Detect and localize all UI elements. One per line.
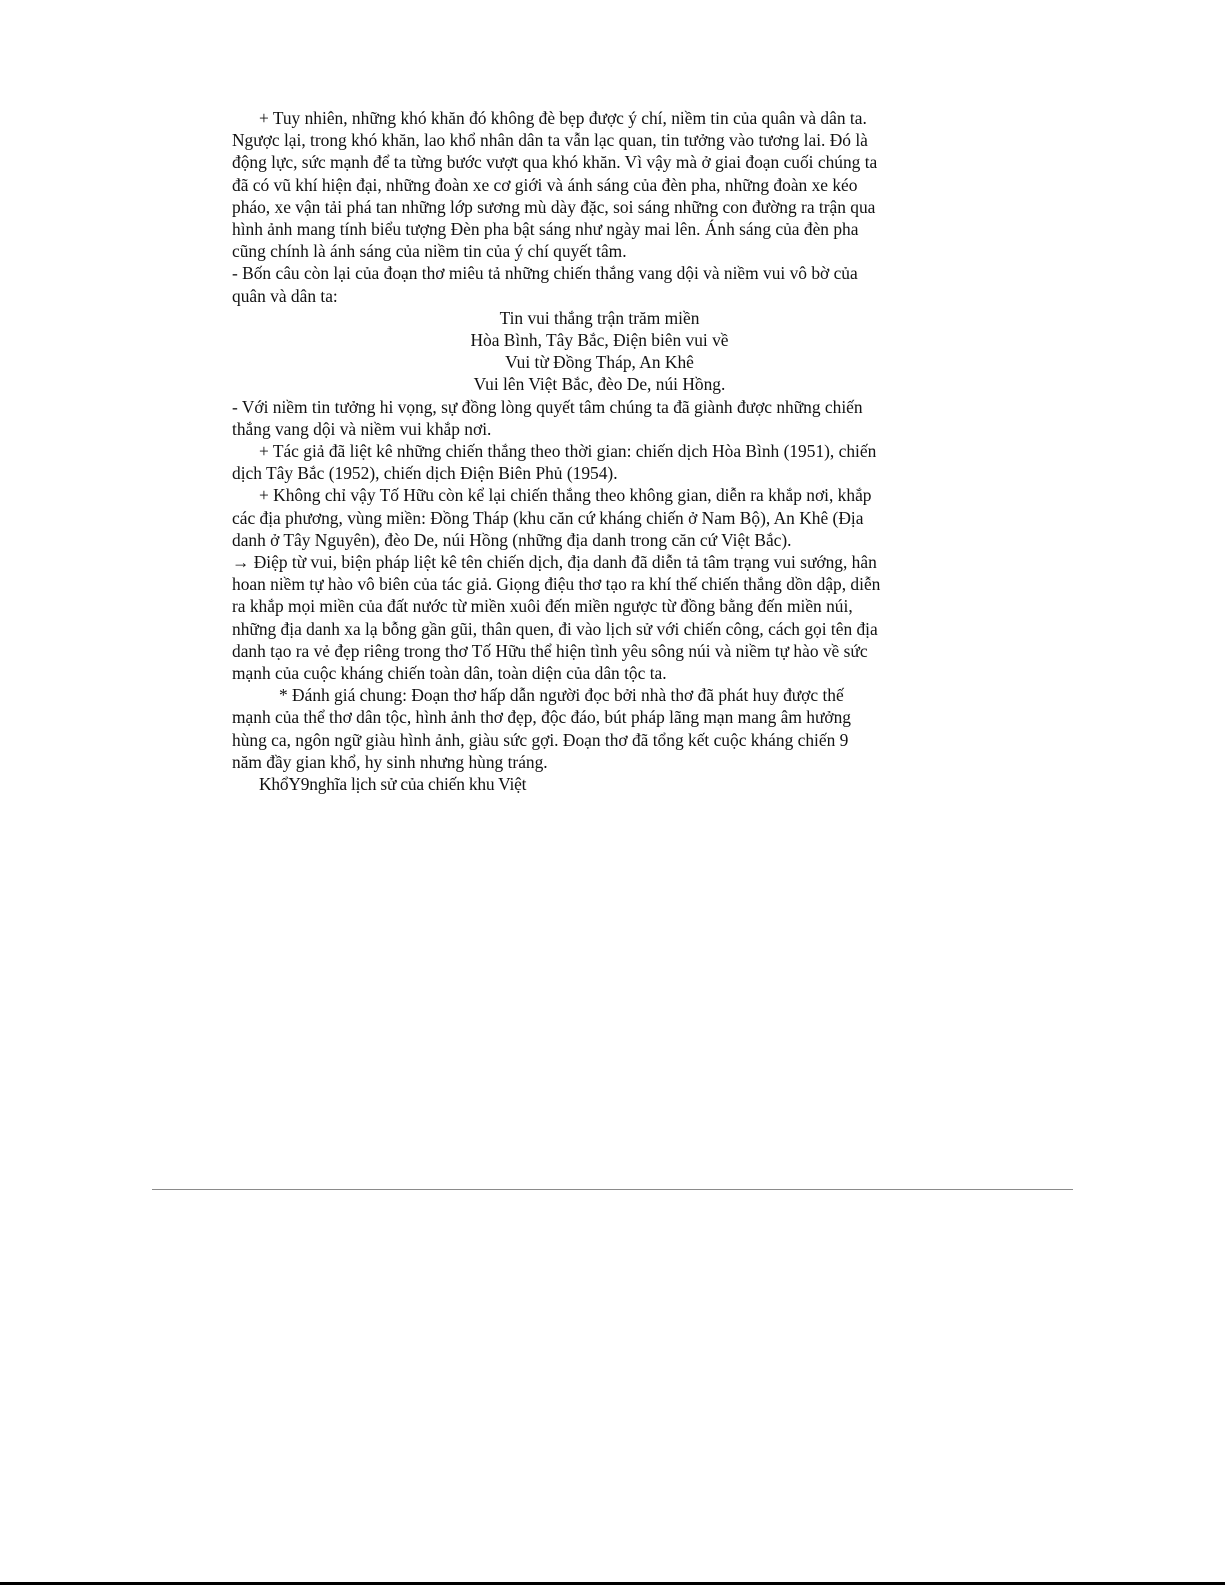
text-line: quân và dân ta: (232, 285, 338, 306)
text-line: mạnh của thể thơ dân tộc, hình ảnh thơ đẹp, độc đáo, bút pháp lãng mạn mang âm hưởng (232, 707, 851, 728)
text-line: những địa danh xa lạ bỗng gần gũi, thân quen, đi vào lịch sử với chiến công, cách gọi tên địa (232, 618, 878, 639)
text-line: → Điệp từ vui, biện pháp liệt kê tên chiến dịch, địa danh đã diễn tả tâm trạng vui sướng, hân (232, 552, 877, 573)
text-line: động lực, sức mạnh để ta từng bước vượt qua khó khăn. Vì vậy mà ở giai đoạn cuối chúng ta (232, 152, 878, 173)
text-line: hùng ca, ngôn ngữ giàu hình ảnh, giàu sức gợi. Đoạn thơ đã tổng kết cuộc kháng chiến 9 (232, 729, 849, 750)
text-line: danh ở Tây Nguyên), đèo De, núi Hồng (những địa danh trong căn cứ Việt Bắc). (232, 529, 792, 550)
text-line: + Tuy nhiên, những khó khăn đó không đè bẹp được ý chí, niềm tin của quân và dân ta. (259, 108, 867, 128)
text-line: - Bốn câu còn lại của đoạn thơ miêu tả những chiến thắng vang dội và niềm vui vô bờ của (232, 263, 858, 284)
page-divider (152, 1189, 1073, 1190)
text-line: cũng chính là ánh sáng của niềm tin của ý chí quyết tâm. (232, 241, 627, 262)
text-line: hình ảnh mang tính biểu tượng Đèn pha bật sáng như ngày mai lên. Ánh sáng của đèn pha (232, 219, 859, 240)
text-line: đã có vũ khí hiện đại, những đoàn xe cơ giới và ánh sáng của đèn pha, những đoàn xe kéo (232, 174, 858, 195)
text-line: ra khắp mọi miền của đất nước từ miền xuôi đến miền ngược từ đồng bằng đến miền núi, (232, 596, 853, 617)
poem-line: Hòa Bình, Tây Bắc, Điện biên vui về (470, 330, 729, 351)
text-line: * Đánh giá chung: Đoạn thơ hấp dẫn người đọc bởi nhà thơ đã phát huy được thế (279, 685, 844, 706)
poem-line: Tin vui thắng trận trăm miền (499, 307, 700, 328)
text-line: + Không chỉ vậy Tố Hữu còn kể lại chiến thắng theo không gian, diễn ra khắp nơi, khắp (259, 485, 872, 506)
poem-line: Vui từ Đồng Tháp, An Khê (505, 352, 694, 373)
text-line: danh tạo ra vẻ đẹp riêng trong thơ Tố Hữu thể hiện tình yêu sông núi và niềm tự hào về sức (232, 640, 868, 661)
body-text (232, 107, 967, 795)
text-line: mạnh của cuộc kháng chiến toàn dân, toàn diện của dân tộc ta. (232, 663, 667, 684)
text-line: các địa phương, vùng miền: Đồng Tháp (khu căn cứ kháng chiến ở Nam Bộ), An Khê (Địa (232, 507, 864, 528)
text-line: dịch Tây Bắc (1952), chiến dịch Điện Biên Phủ (1954). (232, 463, 618, 484)
text-line: hoan niềm tự hào vô biên của tác giả. Giọng điệu thơ tạo ra khí thế chiến thắng dồn dập, diễn (232, 574, 881, 595)
text-line: thắng vang dội và niềm vui khắp nơi. (232, 418, 492, 439)
text-line: - Với niềm tin tưởng hi vọng, sự đồng lòng quyết tâm chúng ta đã giành được những chiến (232, 396, 863, 417)
poem-line: Vui lên Việt Bắc, đèo De, núi Hồng. (473, 374, 726, 395)
heading-line: KhổY9nghĩa lịch sử của chiến khu Việt (259, 774, 527, 795)
text-line: năm đầy gian khổ, hy sinh nhưng hùng tráng. (232, 751, 548, 772)
text-line: Ngược lại, trong khó khăn, lao khổ nhân dân ta vẫn lạc quan, tin tưởng vào tương lai. Đó là (232, 130, 868, 151)
text-line: pháo, xe vận tải phá tan những lớp sương mù dày đặc, soi sáng những con đường ra trận qua (232, 196, 876, 217)
text-line: + Tác giả đã liệt kê những chiến thắng theo thời gian: chiến dịch Hòa Bình (1951), chiến (259, 441, 877, 462)
